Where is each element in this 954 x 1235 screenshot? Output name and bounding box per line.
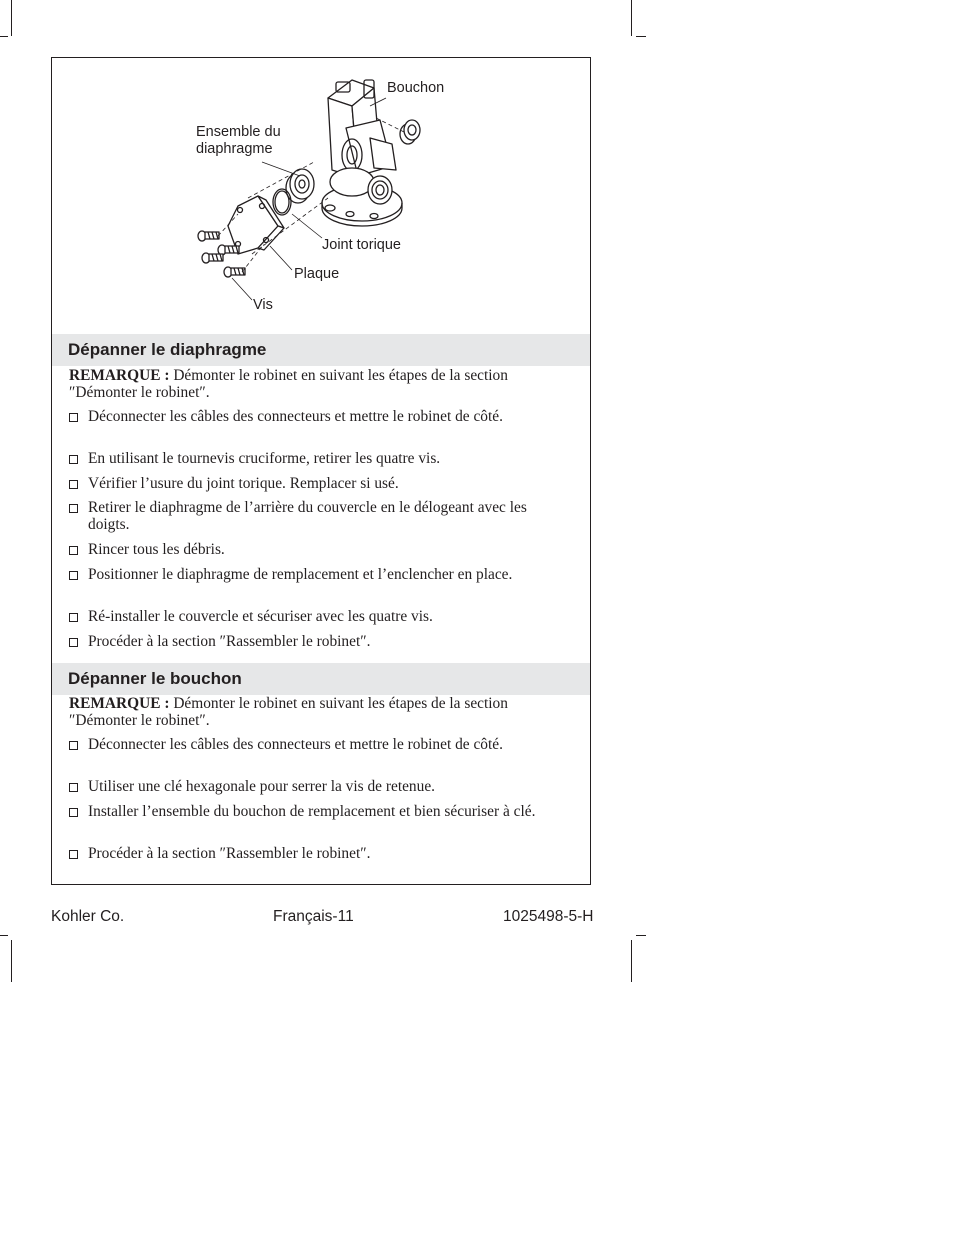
list-item: Retirer le diaphragme de l’arrière du couvercle en le délogeant avec les doigts. — [69, 499, 539, 533]
crop-mark — [631, 0, 632, 36]
checkbox-square-icon — [69, 808, 78, 817]
list-item: Utiliser une clé hexagonale pour serrer la vis de retenue. — [69, 778, 539, 795]
label-ensemble-diaphragme: Ensemble du diaphragme — [196, 124, 281, 157]
label-plaque: Plaque — [294, 266, 340, 282]
list-item: Vérifier l’usure du joint torique. Remplacer si usé. — [69, 475, 539, 492]
note-text: Démonter le robinet en suivant les étapes de la section ″Démonter le robinet″. — [69, 367, 508, 401]
checkbox-square-icon — [69, 571, 78, 580]
list-item: Déconnecter les câbles des connecteurs et mettre le robinet de côté. — [69, 408, 539, 425]
section-heading-band — [52, 334, 590, 366]
valve-illustration — [52, 58, 592, 334]
note-text: Démonter le robinet en suivant les étapes de la section ″Démonter le robinet″. — [69, 695, 508, 729]
note-label: REMARQUE : — [69, 695, 170, 712]
list-item: Déconnecter les câbles des connecteurs et mettre le robinet de côté. — [69, 736, 539, 753]
checkbox-square-icon — [69, 455, 78, 464]
checkbox-square-icon — [69, 480, 78, 489]
crop-mark — [0, 935, 8, 936]
note-remarque — [69, 695, 539, 729]
label-joint-torique: Joint torique — [322, 237, 401, 253]
crop-mark — [11, 940, 12, 982]
label-bouchon: Bouchon — [387, 80, 445, 96]
checkbox-square-icon — [69, 613, 78, 622]
list-item: Procéder à la section ″Rassembler le robinet″. — [69, 633, 539, 650]
crop-mark — [631, 940, 632, 982]
content-frame — [51, 57, 591, 885]
section-heading-band — [52, 663, 590, 695]
crop-mark — [636, 935, 646, 936]
crop-mark — [636, 36, 646, 37]
checkbox-square-icon — [69, 850, 78, 859]
list-item: Installer l’ensemble du bouchon de remplacement et bien sécuriser à clé. — [69, 803, 539, 820]
checkbox-square-icon — [69, 741, 78, 750]
checkbox-square-icon — [69, 783, 78, 792]
checkbox-square-icon — [69, 504, 78, 513]
crop-mark — [0, 36, 8, 37]
section-heading-bouchon: Dépanner le bouchon — [68, 669, 242, 688]
footer-company: Kohler Co. — [51, 908, 125, 925]
checkbox-square-icon — [69, 413, 78, 422]
section-heading-diaphragme: Dépanner le diaphragme — [68, 340, 267, 359]
footer-page-number: Français-11 — [273, 908, 354, 925]
footer-document-number: 1025498-5-H — [503, 908, 594, 925]
list-item: En utilisant le tournevis cruciforme, retirer les quatre vis. — [69, 450, 539, 467]
crop-mark — [11, 0, 12, 36]
list-item: Positionner le diaphragme de remplacement et l’enclencher en place. — [69, 566, 539, 583]
label-vis: Vis — [253, 297, 273, 313]
list-item: Ré-installer le couvercle et sécuriser avec les quatre vis. — [69, 608, 539, 625]
note-label: REMARQUE : — [69, 367, 170, 384]
checkbox-square-icon — [69, 638, 78, 647]
list-item: Procéder à la section ″Rassembler le robinet″. — [69, 845, 539, 862]
checkbox-square-icon — [69, 546, 78, 555]
list-item: Rincer tous les débris. — [69, 541, 539, 558]
exploded-diagram — [52, 58, 592, 334]
note-remarque — [69, 367, 539, 401]
